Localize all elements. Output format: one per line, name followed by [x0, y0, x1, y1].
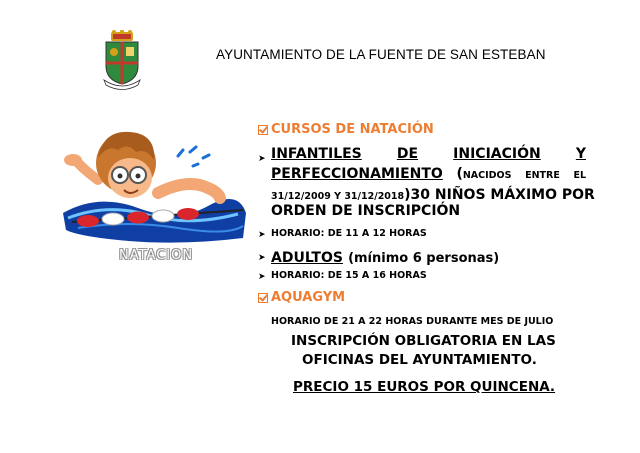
image-caption: NATACION — [119, 248, 194, 263]
notice-line1: INSCRIPCIÓN OBLIGATORIA EN LAS — [291, 333, 556, 349]
horario-adultos: HORARIO: DE 15 A 16 HORAS — [271, 270, 427, 281]
order-inscription-text: ORDEN DE INSCRIPCIÓN — [271, 203, 461, 219]
infantiles-title-line1 — [271, 146, 586, 162]
el-text: EL — [573, 170, 587, 181]
swimmer-illustration — [58, 118, 248, 268]
section-heading-text: CURSOS DE NATACIÓN — [271, 122, 434, 137]
entre-text: ENTRE — [525, 170, 560, 181]
price-text: PRECIO 15 EUROS POR QUINCENA. — [293, 379, 556, 395]
arrow-bullet-icon: ➤ — [258, 272, 266, 282]
adultos-note: (mínimo 6 personas) — [348, 251, 500, 266]
checkbox-icon — [258, 125, 268, 135]
perfeccionamiento-text: PERFECCIONAMIENTO — [271, 166, 443, 182]
arrow-bullet-icon: ➤ — [258, 154, 266, 164]
infantiles-dates-line — [271, 184, 595, 203]
notice-line2: OFICINAS DEL AYUNTAMIENTO. — [302, 352, 537, 368]
infantiles-title-line2 — [271, 166, 586, 182]
max-capacity-text: 30 NIÑOS MÁXIMO POR — [410, 187, 595, 203]
adultos-line — [271, 247, 499, 266]
paren-open: ( — [456, 166, 463, 182]
section-heading-swimming — [258, 122, 434, 137]
horario-infantil: HORARIO: DE 11 A 12 HORAS — [271, 228, 427, 239]
adultos-title: ADULTOS — [271, 250, 343, 266]
section-heading-aquagym — [258, 290, 345, 305]
crown-icon — [111, 30, 133, 41]
nacidos-text: NACIDOS — [462, 170, 512, 181]
municipal-crest-logo — [100, 30, 144, 90]
infantiles-word: DE — [396, 146, 419, 162]
birth-dates: 31/12/2009 Y 31/12/2018 — [271, 191, 405, 202]
infantiles-word: INICIACIÓN — [453, 146, 541, 162]
arrow-bullet-icon: ➤ — [258, 253, 266, 263]
section-heading-text: AQUAGYM — [271, 290, 346, 305]
infantiles-word: INFANTILES — [271, 146, 362, 162]
page-title: AYUNTAMIENTO DE LA FUENTE DE SAN ESTEBAN — [216, 47, 546, 62]
arrow-bullet-icon: ➤ — [258, 230, 266, 240]
paren-close: ) — [404, 187, 411, 203]
infantiles-word: Y — [575, 146, 586, 162]
checkbox-icon — [258, 293, 268, 303]
horario-aquagym: HORARIO DE 21 A 22 HORAS DURANTE MES DE JULIO — [271, 316, 554, 327]
